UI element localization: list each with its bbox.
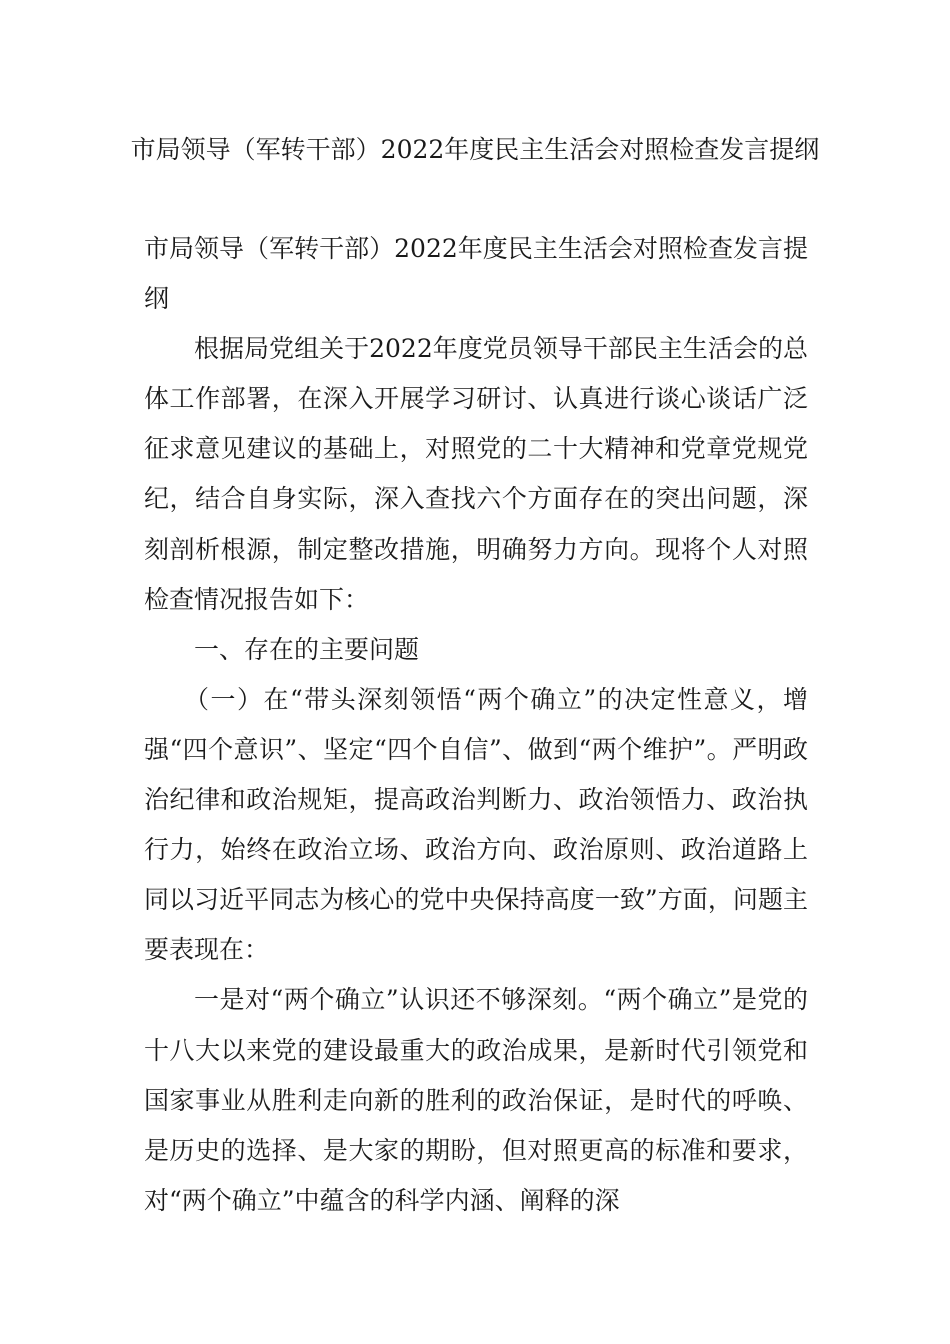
repeated-title: 市局领导（军转干部）2022年度民主生活会对照检查发言提纲 <box>144 234 808 314</box>
subsection-paragraph: （一）在“带头深刻领悟“两个确立”的决定性意义，增强“四个意识”、坚定“四个自信”、做到“两个维护”。严明政治纪律和政治规矩，提高政治判断力、政治领悟力、政治执行力，始终在政治立场、政治方向、政治原则、政治道路上同以习近平同志为核心的党中央保持高度一致”方面，问题主要表现在： <box>144 684 808 965</box>
body-paragraph: 一是对“两个确立”认识还不够深刻。“两个确立”是党的十八大以来党的建设最重大的政治成果，是新时代引领党和国家事业从胜利走向新的胜利的政治保证，是时代的呼唤、是历史的选择、是大家的期盼，但对照更高的标准和要求，对“两个确立”中蕴含的科学内涵、阐释的深 <box>144 985 809 1215</box>
document-body <box>144 224 808 1226</box>
document-title: 市局领导（军转干部）2022年度民主生活会对照检查发言提纲 <box>130 135 820 164</box>
intro-paragraph: 根据局党组关于2022年度党员领导干部民主生活会的总体工作部署，在深入开展学习研讨、认真进行谈心谈话广泛征求意见建议的基础上，对照党的二十大精神和党章党规党纪，结合自身实际，深入查找六个方面存在的突出问题，深刻剖析根源，制定整改措施，明确努力方向。现将个人对照检查情况报告如下： <box>144 334 808 614</box>
section-heading: 一、存在的主要问题 <box>194 634 420 664</box>
